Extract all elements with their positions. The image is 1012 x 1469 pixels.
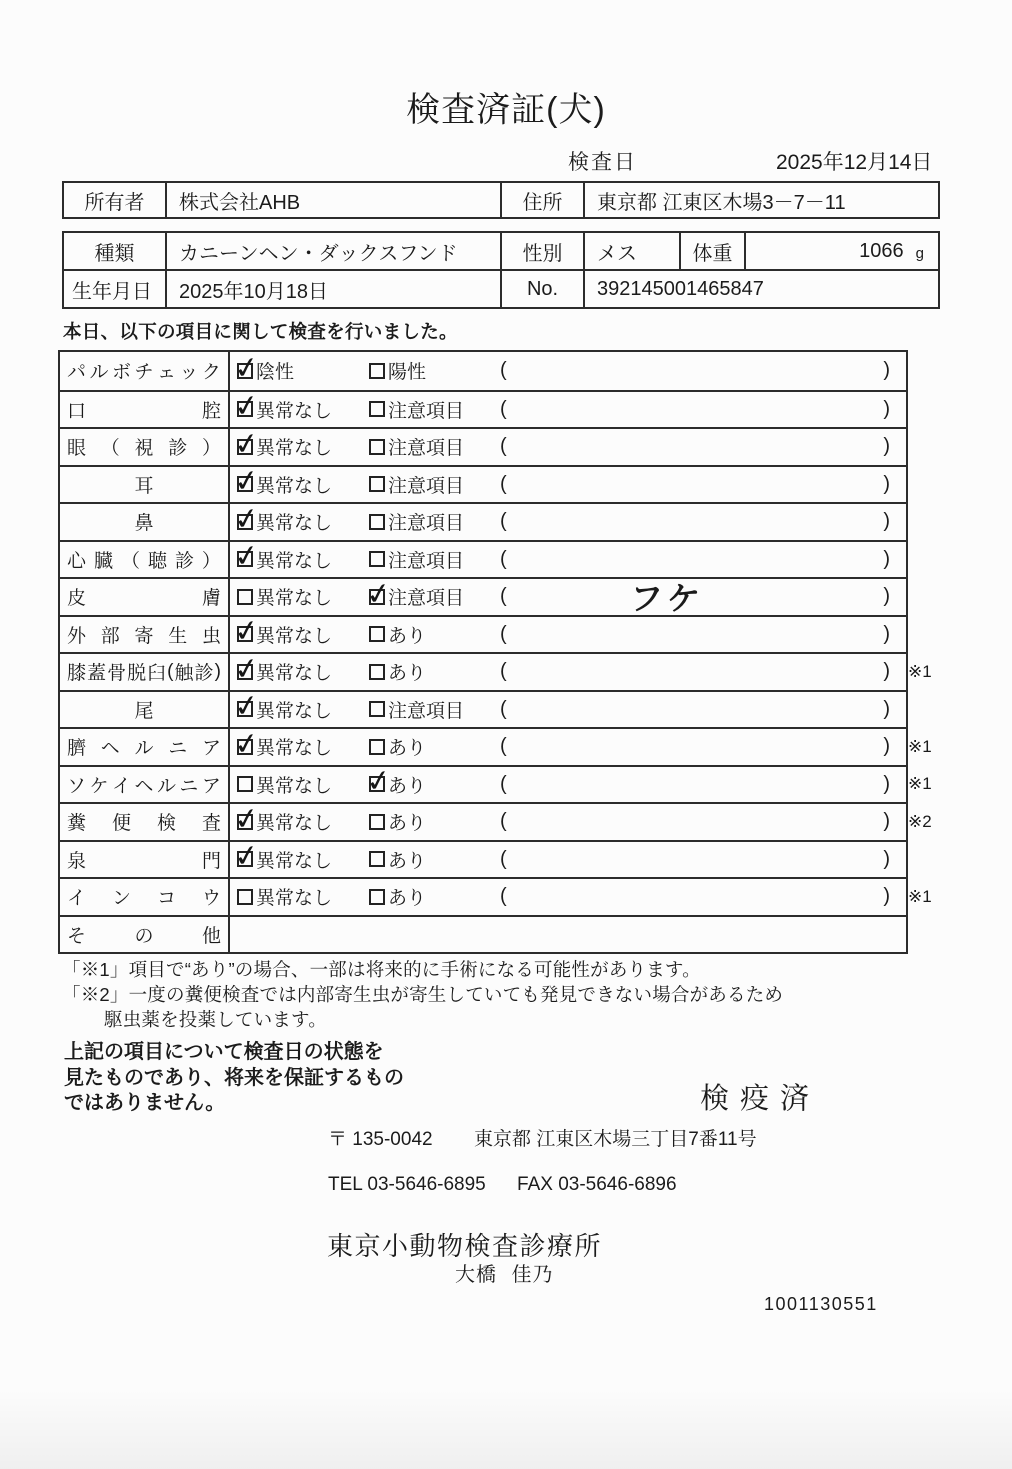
option-label: あり xyxy=(388,775,427,797)
owner-value: 株式会社AHB xyxy=(167,183,502,217)
row-umbilical-hernia xyxy=(60,727,932,765)
item-label: 眼 （ 視 診 ） xyxy=(60,429,230,465)
paren-open: ( xyxy=(500,810,507,833)
checkbox-icon xyxy=(237,476,253,492)
clinic-fax: FAX 03-5646-6896 xyxy=(517,1174,677,1195)
option-label: 異常なし xyxy=(256,775,333,797)
footnote-ref: ※1 xyxy=(908,736,932,756)
address-label: 住所 xyxy=(502,183,585,217)
option-negative xyxy=(237,357,369,384)
item-label: 泉 門 xyxy=(60,842,230,878)
option-label: 異常なし xyxy=(256,738,333,760)
paren-open: ( xyxy=(500,547,507,570)
paren-open: ( xyxy=(500,397,507,420)
owner-label: 所有者 xyxy=(64,183,167,217)
sex-label: 性別 xyxy=(502,233,585,269)
checkbox-icon xyxy=(237,439,253,455)
paren-close: ) xyxy=(883,622,890,645)
species-label: 種類 xyxy=(64,233,167,269)
footnote-2: 「※2」一度の糞便検査では内部寄生虫が寄生していても発見できない場合があるため xyxy=(62,984,784,1005)
option-label: 注意項目 xyxy=(388,438,465,460)
weight-value: 1066 xyxy=(859,239,904,262)
option-label: 異常なし xyxy=(256,850,333,872)
paren-open: ( xyxy=(500,622,507,645)
checkbox-icon xyxy=(369,889,385,905)
checkbox-icon xyxy=(237,589,253,605)
row-tail xyxy=(60,690,906,728)
paren-close: ) xyxy=(883,547,890,570)
option-normal xyxy=(237,846,369,873)
checkbox-icon xyxy=(237,514,253,530)
row-inguinal-hernia xyxy=(60,765,932,803)
item-label: 外 部 寄 生 虫 xyxy=(60,617,230,653)
inspection-date-value: 2025年12月14日 xyxy=(776,151,933,174)
species-value: カニーンヘン・ダックスフンド xyxy=(167,233,502,269)
option-present xyxy=(369,621,500,648)
option-label: 異常なし xyxy=(256,475,333,497)
checkbox-icon xyxy=(237,626,253,642)
checkbox-icon xyxy=(237,889,253,905)
row-eyes xyxy=(60,427,906,465)
row-patella xyxy=(60,652,932,690)
item-label: パ ル ボ チ ェ ッ ク xyxy=(60,352,230,390)
row-other xyxy=(60,915,906,953)
clinic-postal: 〒 135-0042 xyxy=(328,1129,433,1150)
option-present xyxy=(369,883,500,910)
option-label: あり xyxy=(388,813,427,835)
disclaimer-line: 上記の項目について検査日の状態を xyxy=(64,1041,384,1063)
row-fontanelle xyxy=(60,840,906,878)
checkbox-icon xyxy=(237,701,253,717)
checkbox-icon xyxy=(369,439,385,455)
option-caution xyxy=(369,471,500,498)
no-value: 392145001465847 xyxy=(597,277,764,300)
footnote-ref: ※1 xyxy=(908,774,932,794)
footnote-2-continued: 駆虫薬を投薬しています。 xyxy=(104,1009,327,1030)
option-label: 異常なし xyxy=(256,888,333,910)
option-normal xyxy=(237,546,369,573)
footnote-ref: ※1 xyxy=(908,886,932,906)
checkbox-icon xyxy=(369,814,385,830)
option-normal xyxy=(237,883,369,910)
pet-table xyxy=(62,231,940,309)
intro-text: 本日、以下の項目に関して検査を行いました。 xyxy=(63,321,458,342)
disclaimer-line: 見たものであり、将来を保証するもの xyxy=(64,1066,404,1089)
option-label: 注意項目 xyxy=(388,513,465,535)
item-label: イ ン コ ウ xyxy=(60,879,230,915)
paren-close: ) xyxy=(883,810,890,833)
checkbox-icon xyxy=(237,401,253,417)
option-normal xyxy=(237,733,369,760)
paren-close: ) xyxy=(883,435,890,458)
option-label: 異常なし xyxy=(256,663,333,685)
checkbox-icon xyxy=(237,814,253,830)
option-normal xyxy=(237,471,369,498)
paren-close: ) xyxy=(883,772,890,795)
item-label: 耳 xyxy=(60,467,230,503)
option-normal xyxy=(237,621,369,648)
checkbox-icon xyxy=(369,776,385,792)
checkbox-icon xyxy=(369,739,385,755)
option-label: 注意項目 xyxy=(388,475,465,497)
option-label: 注意項目 xyxy=(388,700,465,722)
option-normal xyxy=(237,396,369,423)
option-label: 注意項目 xyxy=(388,400,465,422)
option-present xyxy=(369,658,500,685)
item-label: 皮 膚 xyxy=(60,579,230,615)
item-label: ソ ケ イ ヘ ル ニ ア xyxy=(60,767,230,803)
checkbox-icon xyxy=(369,664,385,680)
option-caution xyxy=(369,508,500,535)
row-ectoparasites xyxy=(60,615,906,653)
option-normal xyxy=(237,433,369,460)
item-label: 膝 蓋 骨 脱 臼 ( 触 診 ) xyxy=(60,654,230,690)
item-label: 尾 xyxy=(60,692,230,728)
checkbox-icon xyxy=(369,589,385,605)
option-label: あり xyxy=(388,738,427,760)
checkbox-icon xyxy=(369,401,385,417)
item-label: 糞 便 検 査 xyxy=(60,804,230,840)
option-caution xyxy=(369,546,500,573)
page-title: 検査済証(犬) xyxy=(406,91,606,129)
checkbox-icon xyxy=(369,701,385,717)
option-caution xyxy=(369,696,500,723)
option-positive xyxy=(369,357,500,384)
birthdate-label: 生年月日 xyxy=(64,271,167,307)
birthdate-value: 2025年10月18日 xyxy=(167,271,502,307)
checkbox-icon xyxy=(237,664,253,680)
checkbox-icon xyxy=(369,551,385,567)
item-label: 鼻 xyxy=(60,504,230,540)
option-normal xyxy=(237,508,369,535)
weight-unit: g xyxy=(915,245,924,262)
option-label: あり xyxy=(388,663,427,685)
no-label: No. xyxy=(502,271,585,307)
paren-close: ) xyxy=(883,510,890,533)
option-label: 異常なし xyxy=(256,588,333,610)
paren-open: ( xyxy=(500,847,507,870)
checkbox-icon xyxy=(237,851,253,867)
option-label: 陰性 xyxy=(256,362,295,384)
item-label: そ の 他 xyxy=(60,917,230,953)
option-label: あり xyxy=(388,888,427,910)
serial-number: 1001130551 xyxy=(764,1294,878,1314)
checklist-table xyxy=(58,350,932,954)
option-normal xyxy=(237,583,369,610)
paren-close: ) xyxy=(883,585,890,608)
weight-label: 体重 xyxy=(681,233,746,269)
footnote-ref: ※1 xyxy=(908,661,932,681)
row-heart xyxy=(60,540,906,578)
checkbox-icon xyxy=(237,739,253,755)
checkbox-icon xyxy=(369,626,385,642)
sex-value: メス xyxy=(585,233,681,269)
row-parvo-check xyxy=(60,352,906,390)
paren-close: ) xyxy=(883,660,890,683)
weight-cell xyxy=(746,233,938,269)
paren-open: ( xyxy=(500,359,507,382)
footnote-ref: ※2 xyxy=(908,811,932,831)
paren-close: ) xyxy=(883,735,890,758)
paren-open: ( xyxy=(500,772,507,795)
option-normal xyxy=(237,658,369,685)
option-label: 異常なし xyxy=(256,700,333,722)
row-fecal-exam xyxy=(60,802,932,840)
item-label: 臍 ヘ ル ニ ア xyxy=(60,729,230,765)
option-present xyxy=(369,733,500,760)
paren-open: ( xyxy=(500,435,507,458)
item-label: 口 腔 xyxy=(60,392,230,428)
clinic-address: 東京都 江東区木場三丁目7番11号 xyxy=(474,1129,757,1150)
row-ears xyxy=(60,465,906,503)
option-normal xyxy=(237,696,369,723)
row-genitals xyxy=(60,877,932,915)
option-normal xyxy=(237,808,369,835)
option-caution xyxy=(369,396,500,423)
checkbox-icon xyxy=(369,851,385,867)
paren-close: ) xyxy=(883,397,890,420)
option-label: 異常なし xyxy=(256,813,333,835)
footnote-1: 「※1」項目で“あり”の場合、一部は将来的に手術になる可能性があります。 xyxy=(62,959,701,980)
paren-open: ( xyxy=(500,510,507,533)
quarantine-stamp: 検疫済 xyxy=(700,1083,821,1115)
clinic-tel: TEL 03-5646-6895 xyxy=(328,1174,486,1195)
checkbox-icon xyxy=(369,476,385,492)
paren-close: ) xyxy=(883,697,890,720)
option-label: 異常なし xyxy=(256,438,333,460)
disclaimer xyxy=(64,1040,404,1117)
paren-open: ( xyxy=(500,660,507,683)
row-skin xyxy=(60,577,906,618)
paren-close: ) xyxy=(883,885,890,908)
clinic-name: 東京小動物検査診療所 xyxy=(327,1231,603,1261)
item-label: 心 臓 （ 聴 診 ） xyxy=(60,542,230,578)
option-present xyxy=(369,808,500,835)
option-label: 異常なし xyxy=(256,550,333,572)
option-label: 異常なし xyxy=(256,513,333,535)
option-normal xyxy=(237,771,369,798)
clinic-telfax xyxy=(328,1174,677,1196)
option-present xyxy=(369,771,500,798)
paren-open: ( xyxy=(500,735,507,758)
examiner-name: 大橋 佳乃 xyxy=(455,1264,554,1286)
checkbox-icon xyxy=(369,363,385,379)
option-caution xyxy=(369,433,500,460)
paren-open: ( xyxy=(500,885,507,908)
option-label: 陽性 xyxy=(388,362,427,384)
option-label: あり xyxy=(388,625,427,647)
paren-open: ( xyxy=(500,585,507,608)
checkbox-icon xyxy=(237,551,253,567)
option-label: 異常なし xyxy=(256,400,333,422)
address-value: 東京都 江東区木場3－7－11 xyxy=(597,191,846,214)
row-oral xyxy=(60,390,906,428)
paren-open: ( xyxy=(500,697,507,720)
row-nose xyxy=(60,502,906,540)
checkbox-icon xyxy=(369,514,385,530)
checkbox-icon xyxy=(237,776,253,792)
paren-close: ) xyxy=(883,472,890,495)
handwritten-note: フケ xyxy=(628,580,706,618)
inspection-date-label: 検査日 xyxy=(568,151,637,174)
option-present xyxy=(369,846,500,873)
option-label: 注意項目 xyxy=(388,550,465,572)
option-label: 異常なし xyxy=(256,625,333,647)
paren-close: ) xyxy=(883,847,890,870)
paren-open: ( xyxy=(500,472,507,495)
option-label: あり xyxy=(388,850,427,872)
owner-table xyxy=(62,181,940,219)
option-label: 注意項目 xyxy=(388,588,465,610)
disclaimer-line: ではありません。 xyxy=(64,1092,226,1114)
checkbox-icon xyxy=(237,363,253,379)
paren-close: ) xyxy=(883,359,890,382)
